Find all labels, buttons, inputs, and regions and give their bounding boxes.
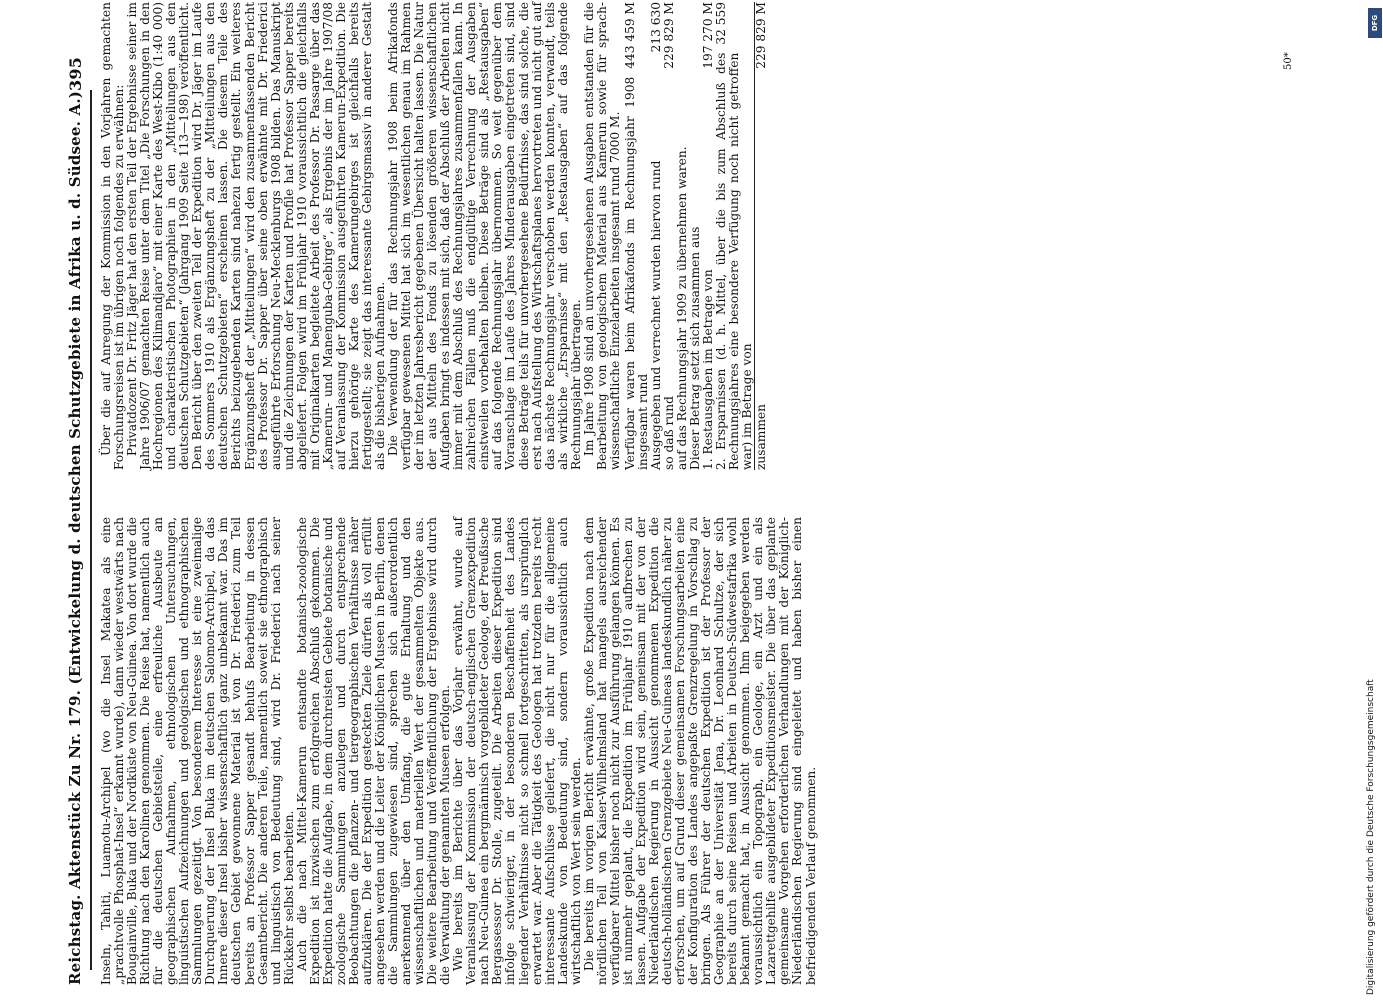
paragraph: Im Jahre 1908 sind an unvorhergesehenen Ausgaben entstanden für die Bearbeitung von geologischem Material aus Kamerun sowie für sprach-wissenschaftliche Einzelarbeiten insgesamt rund 7000 M. — [581, 2, 622, 470]
ledger-row — [624, 2, 650, 470]
ledger-value: 443 459 M — [622, 2, 637, 69]
ledger-table — [624, 2, 769, 470]
paragraph: Auch die nach Mittel-Kamerun entsandte botanisch-zoologische Expedition ist inzwischen zum erfolgreichen Abschluß gekommen. Die Expedition hatte die Aufgabe, in dem durchreisten Gebiete botanische und zoologische Sammlungen anzulegen und durch entsprechende Beobachtungen die pflanzen- und tiergeographischen Verhältnisse näher aufzuklären. Die der Expedition gesteckten Ziele dürfen als voll erfüllt angesehen werden und die Leiter der Königlichen Museen in Berlin, denen die Sammlungen zugewiesen sind, sprechen sich außerordentlich anerkennend über den Umfang, die gute Erhaltung und den wissenschaftlichen und materiellen Wert der gesammelten Objekte aus. Die weitere Bearbeitung und Veröffentlichung der Ergebnisse wird durch die Verwaltung der genannten Museen erfolgen. — [294, 517, 453, 985]
ledger-label: so daß rund — [662, 396, 677, 470]
paragraph: Über die auf Anregung der Kommission in den Vorjahren gemachten Forschungsreisen ist im übrigen noch folgendes zu erwähnen: — [99, 2, 127, 470]
ledger-value: 197 270 M — [701, 2, 716, 69]
dfg-logo: DFG — [1368, 8, 1382, 38]
ledger-value: 32 559 — [714, 2, 729, 45]
left-column — [99, 517, 818, 985]
header-title: Reichstag. Aktenstück Zu Nr. 179. (Entwickelung d. deutschen Schutzgebiete in Afrika u. d. Südsee. A.) — [66, 90, 84, 985]
page-number: 395 — [65, 56, 85, 91]
digitization-credit: Digitalisierung gefördert durch die Deutsche Forschungsgemeinschaft — [1366, 679, 1376, 995]
right-column — [99, 2, 769, 470]
ledger-value: 213 630 — [648, 2, 663, 53]
column-divider — [90, 90, 92, 970]
ledger-label: Verfügbar waren beim Afrikafonds im Rechnungsjahr 1908 insgesamt rund — [622, 76, 650, 470]
paragraph: Inseln, Tahiti, Luamotu-Archipel (wo die Insel Makatea als eine „prachtvolle Phosphat-Insel“ erkannt wurde), dann wieder westwärts nach Bougainville, Buka und der Nordküste von Neu-Guinea. Von dort wurde die Richtung nach den Karolinen genommen. Die Reise hat, namentlich auch für die deutschen Gebietsteile, eine erfreuliche Ausbeute an geographischen Aufnahmen, ethnologischen Untersuchungen, linguistischen Aufzeichnungen und geologischen und ethnographischen Sammlungen gezeitigt. Von besonderem Interesse ist eine zweimalige Durchquerung der Insel Buka im deutschen Salomon-Archipel, da das Innere dieser Insel bisher wissenschaftlich ganz unbekannt war. Das im deutschen Gebiet gewonnene Material ist von Dr. Friederici zum Teil bereits an Professor Sapper gesandt behufs Bearbeitung in dessen Gesamtbericht. Die anderen Teile, namentlich soweit sie ethnographisch und linguistisch von Bedeutung sind, wird Dr. Friederici nach seiner Rückkehr selbst bearbeiten. — [99, 517, 296, 985]
ledger-label: zusammen — [754, 404, 769, 470]
ledger-value: 229 829 M — [754, 2, 769, 69]
ledger-sum-row — [754, 2, 768, 470]
ledger-label: auf das Rechnungsjahr 1909 zu übernehmen waren. — [675, 146, 690, 470]
ledger-label: Ausgegeben und verrechnet wurden hiervon rund — [648, 160, 663, 470]
signature-mark: 50* — [1283, 52, 1294, 70]
paragraph: Die bereits im vorigen Bericht erwähnte, große Expedition nach dem nördlichen Teil von Kaiser-Wilhelmsland hat mangels ausreichender verfügbarer Mittel bisher noch nicht zur Ausführung gelangen können. Es ist nunmehr geplant, die Expedition im Frühjahr 1910 aufbrechen zu lassen. Aufgabe der Expedition wird sein, gemeinsam mit der von der Niederländischen Regierung in Aussicht genommenen Expedition die deutsch-holländischen Grenzgebiete Neu-Guineas landeskundlich näher zu erforschen, um auf Grund dieser gemeinsamen Forschungsarbeiten eine der Konfiguration des Landes angepaßte Grenzregelung in Vorschlag zu bringen. Als Führer der deutschen Expedition ist der Professor der Geographie an der Universität Jena, Dr. Leonhard Schultze, der sich bereits durch seine Reisen und Arbeiten in Deutsch-Südwestafrika wohl bekannt gemacht hat, in Aussicht genommen. Ihm beigegeben werden voraussichtlich ein Topograph, ein Geologe, ein Arzt und ein als Lazarettgehilfe ausgebildeter Expeditionsmeister. Die über das geplante gemeinsame Vorgehen erforderlichen Verhandlungen mit der Königlich-Niederländischen Regierung sind eingeleitet und haben bisher einen befriedigenden Verlauf genommen. — [581, 517, 818, 985]
ledger-value: 229 829 M — [662, 2, 677, 69]
ledger-label: Dieser Betrag setzt sich zusammen aus — [688, 226, 703, 470]
ledger-row — [715, 2, 754, 470]
paragraph: Die Verwendung der für das Rechnungsjahr 1908 beim Afrikafonds verfügbar gewesenen Mittel hat sich im wesentlichen genau im Rahmen der im letzten Jahresbericht gegebenen Übersicht halten lassen. Die Natur der aus Mitteln des Fonds zu lösenden größeren wissenschaftlichen Aufgaben bringt es indessen mit sich, daß der Abschluß der Arbeiten nicht immer mit dem Abschluß des Rechnungsjahres zusammenfallen kann. In zahlreichen Fällen muß die endgültige Verrechnung der Ausgaben einstweilen vorbehalten bleiben. Diese Beträge sind als „Restausgaben“ auf das folgende Rechnungsjahr übernommen. So weit gegenüber dem Voranschlage im Laufe des Jahres Minderausgaben eingetreten sind, sind diese Beträge teils für unvorhergesehene Bedürfnisse, das sind solche, die erst nach Aufstellung des Wirtschaftsplanes hervortreten und nicht gut auf das nächste Rechnungsjahr verschoben werden konnten, verwandt, teils als wirkliche „Ersparnisse“ mit den „Restausgaben“ auf das folgende Rechnungsjahr übertragen. — [386, 2, 583, 470]
ledger-label: 2. Ersparnissen (d. h. Mittel, über die bis zum Abschluß des Rechnungsjahres eine besondere Verfügung noch nicht getroffen war) im Betrage von — [714, 52, 755, 470]
ledger-label: 1. Restausgaben im Betrage von — [701, 269, 716, 470]
paragraph: Wie bereits im Berichte über das Vorjahr erwähnt, wurde auf Veranlassung der Kommission der deutsch-englischen Grenzexpedition nach Neu-Guinea ein bergmännisch vorgebildeter Geologe, der Preußische Bergassessor Dr. Stolle, zugeteilt. Die Arbeiten dieser Expedition sind infolge schwieriger, in der besonderen Beschaffenheit des Landes liegender Verhältnisse nicht so schnell fortgeschritten, als ursprünglich erwartet war. Aber die Tätigkeit des Geologen hat trotzdem bereits recht interessante Aufschlüsse geliefert, die nicht nur für die allgemeine Landeskunde von Bedeutung sind, sondern voraussichtlich auch wirtschaftlich von Wert sein werden. — [451, 517, 583, 985]
page-header — [55, 56, 95, 985]
paragraph: Privatdozent Dr. Fritz Jäger hat den ersten Teil der Ergebnisse seiner im Jahre 1906/07 gemachten Reise unter dem Titel „Die Forschungen in den Hochregionen des Kilimandjaro“ mit einer Karte des West-Kibo (1:40 000) und charakteristischen Photographien in den „Mitteilungen aus den deutschen Schutzgebieten“ (Jahrgang 1909 Seite 113—198) veröffentlicht. Den Bericht über den zweiten Teil der Expedition wird Dr. Jäger im Laufe des Sommers 1910 als Ergänzungsheft zu der „Mitteilungen aus den deutschen Schutzgebieten“ erscheinen lassen. Die diesem Teile des Berichts beizugebenden Karten sind nahezu fertig gestellt. Ein weiteres Ergänzungsheft der „Mitteilungen“ wird den zusammenfassenden Bericht des Professor Dr. Sapper über seine oben erwähnte mit Dr. Friederici ausgeführte Erforschung Neu-Mecklenburgs 1908 bilden. Das Manuskript und die Zeichnungen der Karten und Profile hat Professor Sapper bereits abgeliefert. Folgen wird im Frühjahr 1910 voraussichtlich die gleichfalls mit Originalkarten begleitete Arbeit des Professor Dr. Passarge über das „Kamerun- und Manenguba-Gebirge“, als Ergebnis der im Jahre 1907/08 auf Veranlassung der Kommission ausgeführten Kamerun-Expedition. Die hierzu gehörige Karte des Kamerungebirges ist gleichfalls bereits fertiggestellt; sie zeigt das interessante Gebirgsmassiv in anderer Gestalt als die bisherigen Aufnahmen. — [125, 2, 387, 470]
